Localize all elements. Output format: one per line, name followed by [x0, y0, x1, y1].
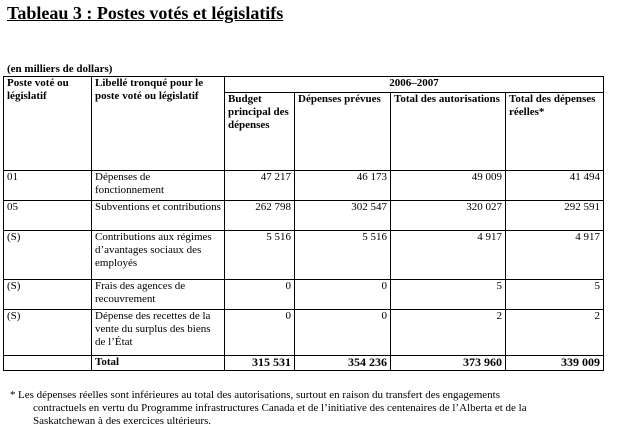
votes-table	[3, 76, 604, 371]
row-budget: 0	[225, 310, 295, 356]
row-budget: 5 516	[225, 231, 295, 280]
row-code: (S)	[4, 280, 92, 310]
row-autorisations: 5	[391, 280, 506, 310]
row-code: 01	[4, 171, 92, 201]
row-prevues: 0	[295, 280, 391, 310]
total-code	[4, 356, 92, 371]
units-note: (en milliers de dollars)	[7, 63, 113, 75]
table-row	[4, 310, 604, 356]
row-label: Frais des agences de recouvrement	[92, 280, 225, 310]
row-reelles: 2	[506, 310, 604, 356]
row-code: (S)	[4, 310, 92, 356]
table-row	[4, 201, 604, 231]
footnote-line-1: Les dépenses réelles sont inférieures au total des autorisations, surtout en raison du transfert des engagements	[18, 389, 501, 401]
header-year: 2006–2007	[225, 77, 604, 93]
footnote-text	[18, 389, 633, 428]
row-reelles: 4 917	[506, 231, 604, 280]
table-row	[4, 231, 604, 280]
total-prevues: 354 236	[295, 356, 391, 371]
row-label: Subventions et contributions	[92, 201, 225, 231]
header-libelle: Libellé tronqué pour le poste voté ou législatif	[92, 77, 225, 171]
row-prevues: 5 516	[295, 231, 391, 280]
total-label: Total	[92, 356, 225, 371]
header-prevues: Dépenses prévues	[295, 93, 391, 171]
footnote-marker: *	[10, 389, 16, 401]
row-prevues: 302 547	[295, 201, 391, 231]
header-autorisations: Total des autorisations	[391, 93, 506, 171]
row-label: Dépenses de fonctionnement	[92, 171, 225, 201]
row-reelles: 41 494	[506, 171, 604, 201]
total-reelles: 339 009	[506, 356, 604, 371]
row-autorisations: 320 027	[391, 201, 506, 231]
row-reelles: 292 591	[506, 201, 604, 231]
table-row	[4, 171, 604, 201]
total-budget: 315 531	[225, 356, 295, 371]
row-budget: 47 217	[225, 171, 295, 201]
table-row	[4, 280, 604, 310]
page-title: Tableau 3 : Postes votés et législatifs	[7, 3, 284, 23]
header-reelles: Total des dépenses réelles*	[506, 93, 604, 171]
row-budget: 262 798	[225, 201, 295, 231]
row-label: Dépense des recettes de la vente du surplus des biens de l’État	[92, 310, 225, 356]
total-row	[4, 356, 604, 371]
header-poste: Poste voté ou législatif	[4, 77, 92, 171]
row-reelles: 5	[506, 280, 604, 310]
footnote-line-2: contractuels en vertu du Programme infrastructures Canada et de l’initiative des centenaires de l’Alberta et de la	[33, 402, 527, 414]
row-autorisations: 49 009	[391, 171, 506, 201]
header-budget: Budget principal des dépenses	[225, 93, 295, 171]
header-row-year	[4, 77, 604, 93]
row-prevues: 0	[295, 310, 391, 356]
row-label: Contributions aux régimes d’avantages sociaux des employés	[92, 231, 225, 280]
row-autorisations: 4 917	[391, 231, 506, 280]
row-autorisations: 2	[391, 310, 506, 356]
row-code: 05	[4, 201, 92, 231]
row-budget: 0	[225, 280, 295, 310]
row-code: (S)	[4, 231, 92, 280]
row-prevues: 46 173	[295, 171, 391, 201]
footnote-line-3: Saskatchewan à des exercices ultérieurs.	[33, 415, 212, 427]
total-autorisations: 373 960	[391, 356, 506, 371]
